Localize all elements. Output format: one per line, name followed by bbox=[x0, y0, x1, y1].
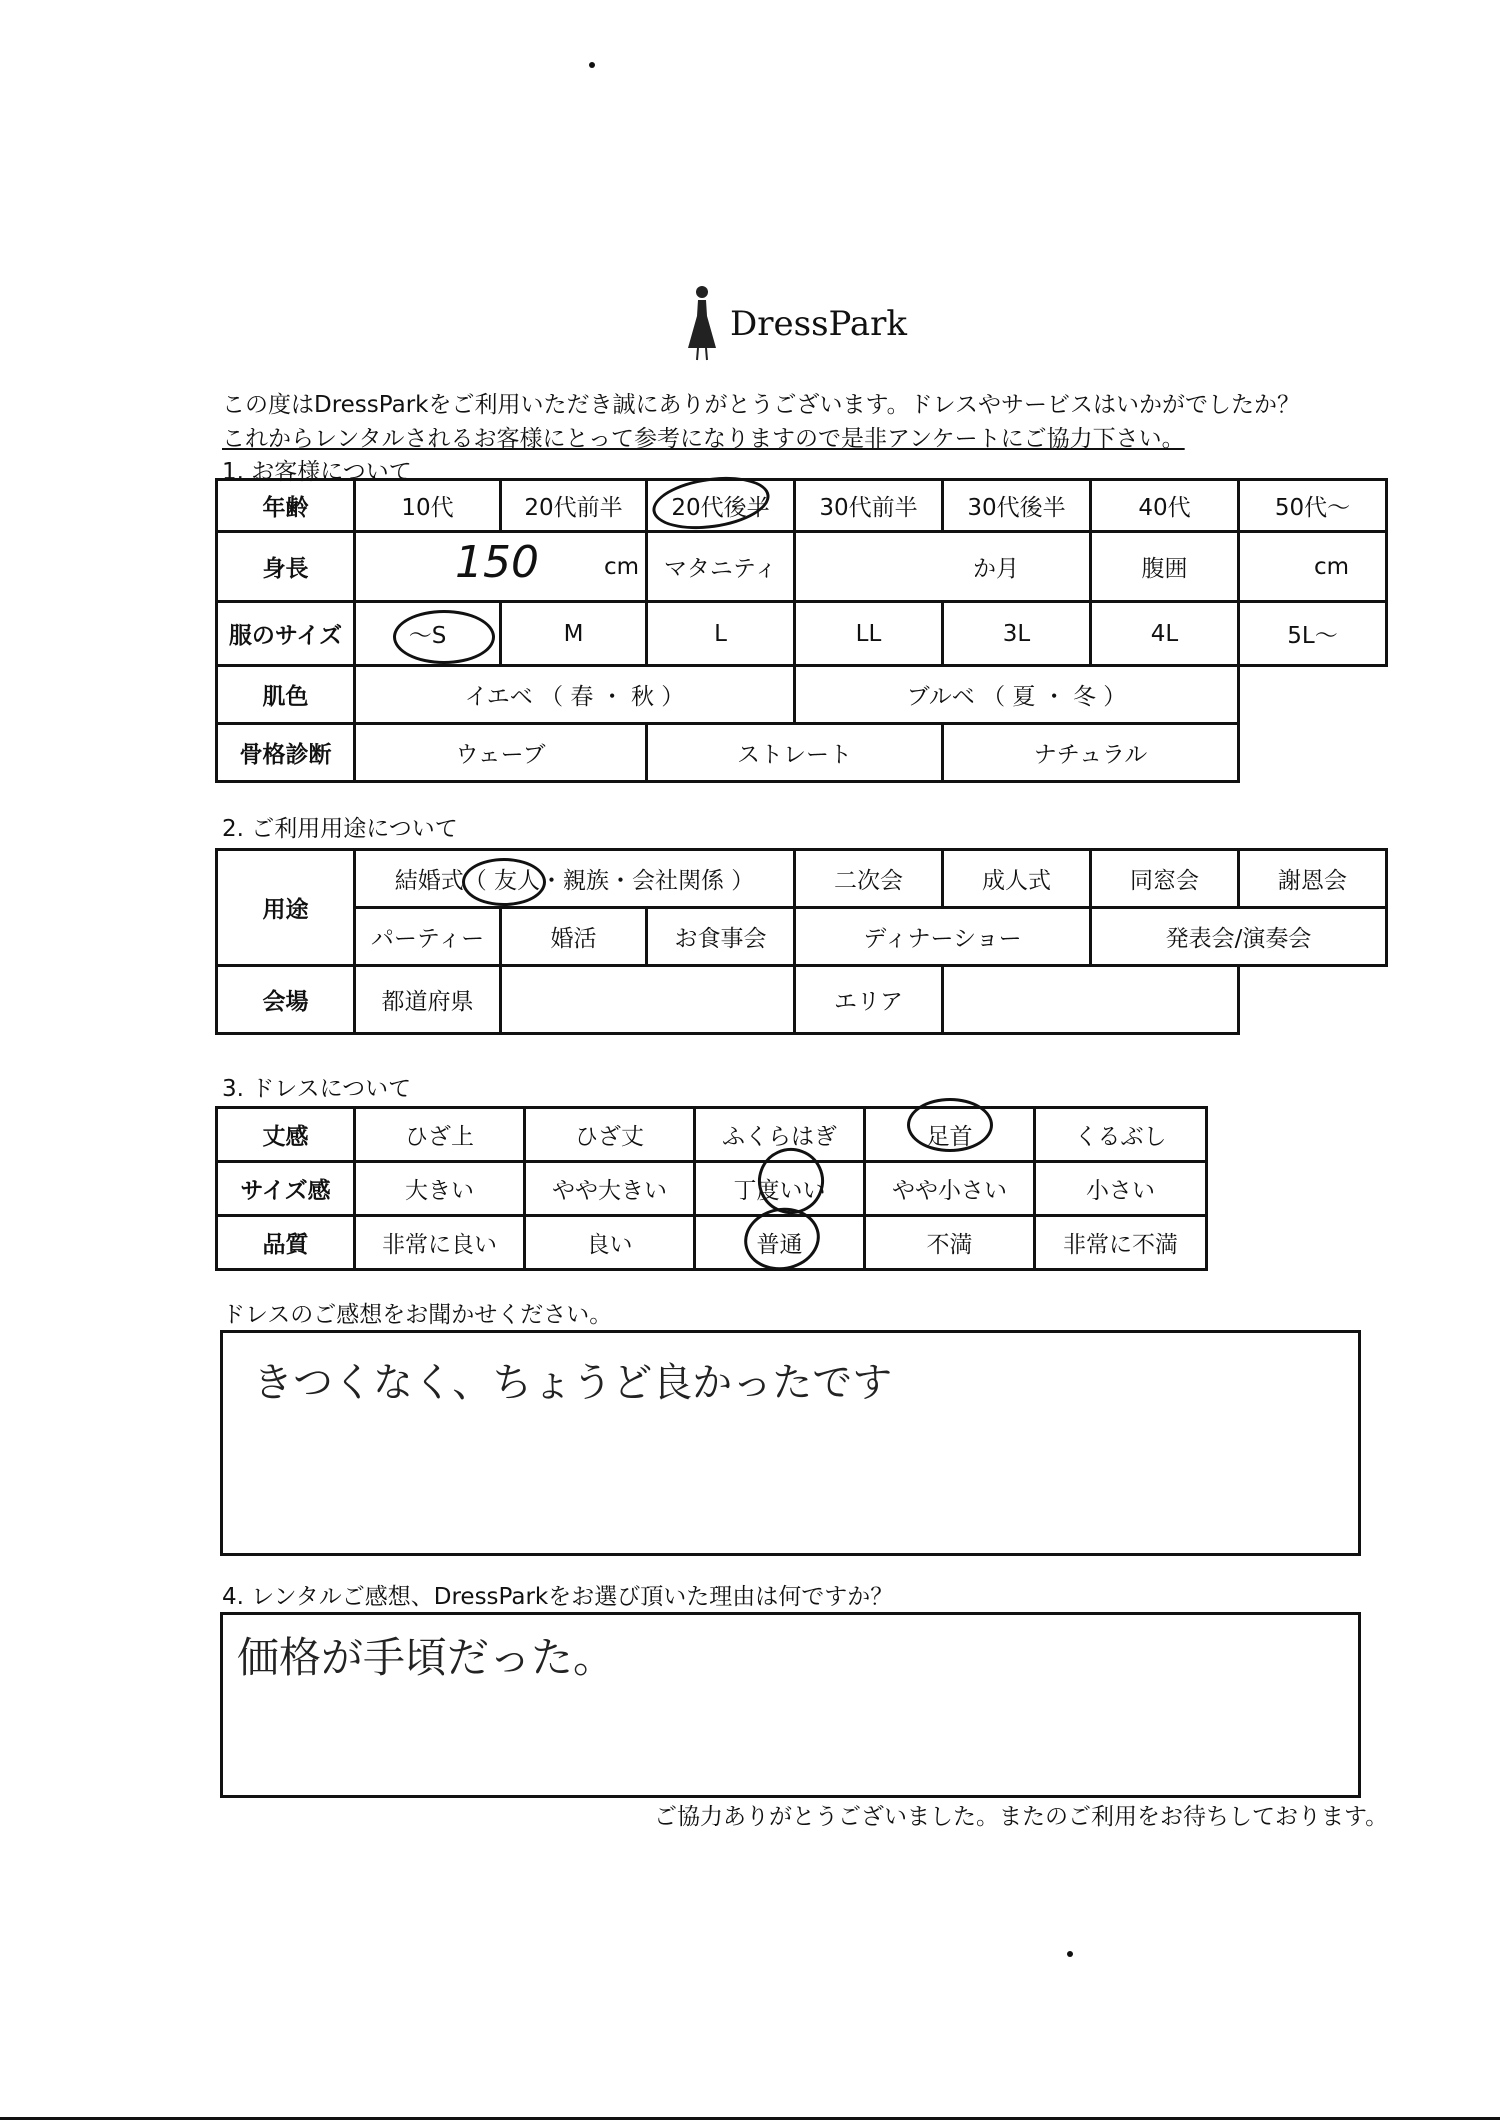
age-row bbox=[217, 480, 1387, 532]
impression-title: ドレスのご感想をお聞かせください。 bbox=[222, 1302, 613, 1328]
size-label: 服のサイズ bbox=[217, 602, 355, 666]
use-option[interactable]: 同窓会 bbox=[1091, 850, 1239, 908]
dress-figure-icon bbox=[680, 282, 724, 362]
quality-option[interactable]: 不満 bbox=[865, 1216, 1035, 1270]
skin-row bbox=[217, 666, 1387, 724]
speck bbox=[1067, 1951, 1073, 1957]
quality-option-selected[interactable]: 普通 bbox=[695, 1216, 865, 1270]
quality-row bbox=[217, 1216, 1207, 1270]
skeleton-row bbox=[217, 724, 1387, 782]
impression-answer: きつくなく、ちょうど良かったです bbox=[253, 1360, 893, 1406]
size-option[interactable]: 3L bbox=[943, 602, 1091, 666]
prefecture-label: 都道府県 bbox=[355, 966, 501, 1034]
use-option[interactable]: 発表会/演奏会 bbox=[1091, 908, 1387, 966]
age-option[interactable]: 30代後半 bbox=[943, 480, 1091, 532]
age-option[interactable]: 50代〜 bbox=[1239, 480, 1387, 532]
maternity-field[interactable] bbox=[795, 532, 1091, 602]
maternity-label: マタニティ bbox=[647, 532, 795, 602]
thanks-message: ご協力ありがとうございました。またのご利用をお待ちしております。 bbox=[654, 1804, 1389, 1830]
height-value: 150 bbox=[454, 536, 539, 588]
section2-title: 2. ご利用用途について bbox=[222, 816, 458, 842]
size-selection-circle bbox=[393, 610, 495, 664]
use-option[interactable]: パーティー bbox=[355, 908, 501, 966]
usage-row-1 bbox=[217, 850, 1387, 908]
size-option[interactable]: LL bbox=[795, 602, 943, 666]
age-option[interactable]: 20代前半 bbox=[501, 480, 647, 532]
customer-table bbox=[215, 478, 1388, 783]
use-selection-circle bbox=[462, 858, 546, 906]
venue-label: 会場 bbox=[217, 966, 355, 1034]
quality-label: 品質 bbox=[217, 1216, 355, 1270]
brand-logo bbox=[680, 282, 908, 362]
fit-option[interactable]: やや大きい bbox=[525, 1162, 695, 1216]
skin-blue-option[interactable]: ブルベ （ 夏 ・ 冬 ） bbox=[795, 666, 1239, 724]
length-selection-circle bbox=[907, 1098, 993, 1152]
use-option[interactable]: 二次会 bbox=[795, 850, 943, 908]
fit-option[interactable]: 小さい bbox=[1035, 1162, 1207, 1216]
length-option[interactable]: ひざ上 bbox=[355, 1108, 525, 1162]
skin-yellow-option[interactable]: イエベ （ 春 ・ 秋 ） bbox=[355, 666, 795, 724]
size-option[interactable]: M bbox=[501, 602, 647, 666]
fit-option[interactable]: 大きい bbox=[355, 1162, 525, 1216]
size-option[interactable]: 4L bbox=[1091, 602, 1239, 666]
size-option[interactable]: 5L〜 bbox=[1239, 602, 1387, 666]
length-option[interactable]: くるぶし bbox=[1035, 1108, 1207, 1162]
area-field[interactable] bbox=[943, 966, 1239, 1034]
height-label: 身長 bbox=[217, 532, 355, 602]
quality-option[interactable]: 非常に不満 bbox=[1035, 1216, 1207, 1270]
speck bbox=[589, 62, 595, 68]
use-option-wedding[interactable]: 結婚式（ 友人・親族・会社関係 ） bbox=[355, 850, 795, 908]
maternity-unit: か月 bbox=[973, 556, 1019, 582]
fit-option-selected[interactable]: 丁度いい bbox=[695, 1162, 865, 1216]
age-option[interactable]: 40代 bbox=[1091, 480, 1239, 532]
reason-box[interactable] bbox=[220, 1612, 1361, 1798]
bottom-rule bbox=[0, 2117, 1500, 2120]
length-option-selected[interactable]: 足首 bbox=[865, 1108, 1035, 1162]
height-unit: cm bbox=[603, 553, 639, 580]
section3-title: 3. ドレスについて bbox=[222, 1076, 412, 1102]
area-label: エリア bbox=[795, 966, 943, 1034]
venue-row bbox=[217, 966, 1387, 1034]
section1-title: 1. お客様について bbox=[222, 459, 412, 485]
size-option-selected[interactable]: 〜S bbox=[355, 602, 501, 666]
skeleton-option[interactable]: ストレート bbox=[647, 724, 943, 782]
dress-table bbox=[215, 1106, 1208, 1271]
intro-line-2: これからレンタルされるお客様にとって参考になりますので是非アンケートにご協力下さい。 bbox=[222, 426, 1185, 452]
fit-option[interactable]: やや小さい bbox=[865, 1162, 1035, 1216]
use-option[interactable]: お食事会 bbox=[647, 908, 795, 966]
section4-title: 4. レンタルご感想、DressParkをお選び頂いた理由は何ですか？ bbox=[222, 1584, 894, 1610]
fit-label: サイズ感 bbox=[217, 1162, 355, 1216]
age-option[interactable]: 30代前半 bbox=[795, 480, 943, 532]
height-field[interactable] bbox=[355, 532, 647, 602]
prefecture-field[interactable] bbox=[501, 966, 795, 1034]
use-option[interactable]: 婚活 bbox=[501, 908, 647, 966]
waist-label: 腹囲 bbox=[1091, 532, 1239, 602]
usage-table bbox=[215, 848, 1388, 1035]
use-option[interactable]: 成人式 bbox=[943, 850, 1091, 908]
waist-field[interactable] bbox=[1239, 532, 1387, 602]
length-option[interactable]: ふくらはぎ bbox=[695, 1108, 865, 1162]
use-option[interactable]: ディナーショー bbox=[795, 908, 1091, 966]
length-row bbox=[217, 1108, 1207, 1162]
reason-answer: 価格が手頃だった。 bbox=[237, 1633, 616, 1682]
length-label: 丈感 bbox=[217, 1108, 355, 1162]
impression-box[interactable] bbox=[220, 1330, 1361, 1556]
quality-option[interactable]: 非常に良い bbox=[355, 1216, 525, 1270]
logo-text: DressPark bbox=[730, 304, 908, 344]
skeleton-option[interactable]: ナチュラル bbox=[943, 724, 1239, 782]
size-row bbox=[217, 602, 1387, 666]
age-option[interactable]: 10代 bbox=[355, 480, 501, 532]
use-option[interactable]: 謝恩会 bbox=[1239, 850, 1387, 908]
length-option[interactable]: ひざ丈 bbox=[525, 1108, 695, 1162]
height-row bbox=[217, 532, 1387, 602]
usage-row-2 bbox=[217, 908, 1387, 966]
skeleton-label: 骨格診断 bbox=[217, 724, 355, 782]
quality-option[interactable]: 良い bbox=[525, 1216, 695, 1270]
fit-row bbox=[217, 1162, 1207, 1216]
size-option[interactable]: L bbox=[647, 602, 795, 666]
skin-label: 肌色 bbox=[217, 666, 355, 724]
waist-unit: cm bbox=[1313, 553, 1349, 580]
age-label: 年齢 bbox=[217, 480, 355, 532]
use-label: 用途 bbox=[217, 850, 355, 966]
skeleton-option[interactable]: ウェーブ bbox=[355, 724, 647, 782]
age-option-selected[interactable]: 20代後半 bbox=[647, 480, 795, 532]
intro-line-1: この度はDressParkをご利用いただき誠にありがとうございます。ドレスやサービスはいかがでしたか？ bbox=[222, 392, 1300, 418]
